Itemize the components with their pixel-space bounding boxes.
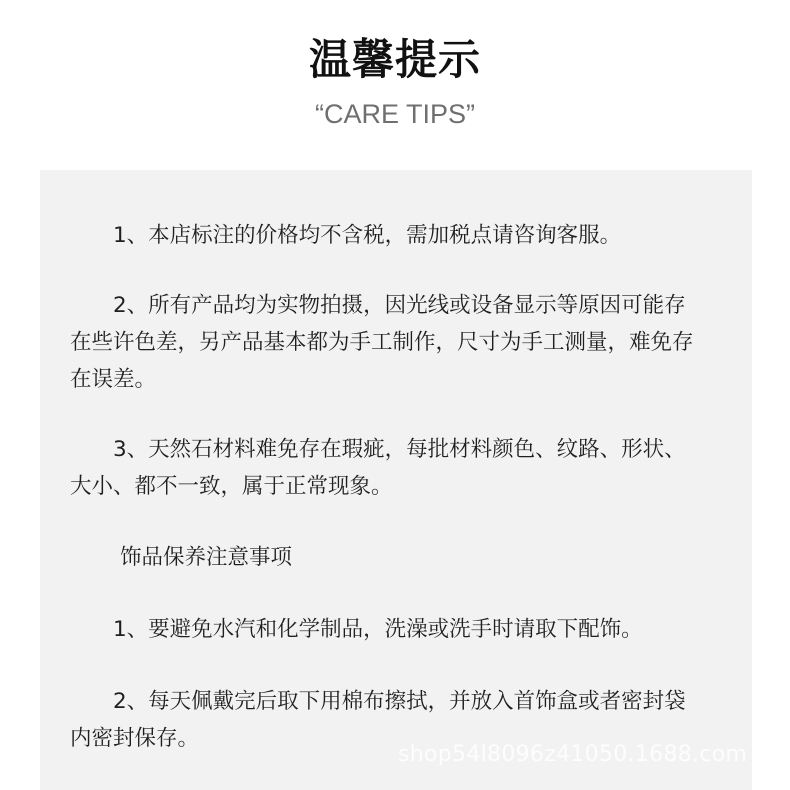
tip-paragraph-natural-stone: 3、天然石材料难免存在瑕疵，每批材料颜色、纹路、形状、大小、都不一致，属于正常现象。 xyxy=(70,437,686,499)
tip-paragraph-color-difference: 2、所有产品均为实物拍摄，因光线或设备显示等原因可能存在些许色差，另产品基本都为手工制作，尺寸为手工测量，难免存在误差。 xyxy=(70,293,694,392)
page-title: 温馨提示 xyxy=(308,35,481,84)
care-paragraph-avoid-water: 1、要避免水汽和化学制品，洗澡或洗手时请取下配饰。 xyxy=(113,617,643,642)
care-tips-panel xyxy=(40,170,752,790)
page-subtitle: “CARE TIPS” xyxy=(314,99,476,129)
tip-paragraph-price: 1、本店标注的价格均不含税，需加税点请咨询客服。 xyxy=(113,223,622,248)
shop-watermark: shop54l8096z41050.1688.com xyxy=(398,742,748,767)
section-heading-jewelry-care: 饰品保养注意事项 xyxy=(120,545,293,570)
care-paragraph-storage: 2、每天佩戴完后取下用棉布擦拭，并放入首饰盒或者密封袋内密封保存。 xyxy=(70,689,686,751)
